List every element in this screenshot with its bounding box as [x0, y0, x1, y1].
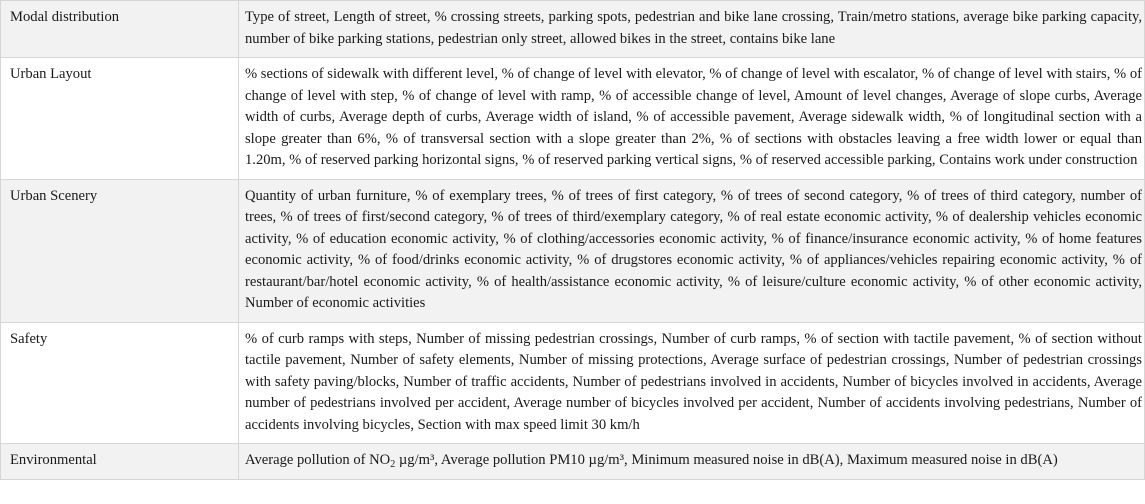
subscript-text: 2	[390, 459, 396, 470]
description-text: µg/m³, Average pollution PM10 µg/m³, Minimum measured noise in dB(A), Maximum measured noise in dB(A)	[395, 452, 1058, 468]
description-cell: Quantity of urban furniture, % of exemplary trees, % of trees of first category, % of trees of second category, % of trees of third category, number of trees, % of trees of first/second category, % of trees of third/exemplary category, % of real estate economic activity, % of dealership vehicles economic activity, % of education economic activity, % of clothing/accessories economic activity, % of finance/insurance economic activity, % of home features economic activity, % of food/drinks economic activity, % of drugstores economic activity, % of appliances/vehicles repairing economic activity, % of restaurant/bar/hotel economic activity, % of health/assistance economic activity, % of leisure/culture economic activity, % of other economic activity, Number of economic activities	[239, 179, 1145, 322]
category-cell: Safety	[1, 322, 239, 444]
table-row-environmental	[1, 444, 1145, 480]
table-row-urban-scenery	[1, 179, 1145, 322]
category-cell: Urban Layout	[1, 58, 239, 180]
description-text: Average pollution of NO	[245, 452, 391, 468]
description-cell	[239, 444, 1145, 480]
category-cell: Modal distribution	[1, 1, 239, 58]
table-row-safety	[1, 322, 1145, 444]
description-cell: Type of street, Length of street, % crossing streets, parking spots, pedestrian and bike lane crossing, Train/metro stations, average bike parking capacity, number of bike parking stations, pedestrian only street, allowed bikes in the street, contains bike lane	[239, 1, 1145, 58]
category-cell: Urban Scenery	[1, 179, 239, 322]
table-row-modal-distribution	[1, 1, 1145, 58]
description-cell: % of curb ramps with steps, Number of missing pedestrian crossings, Number of curb ramps, % of section with tactile pavement, % of section without tactile pavement, Number of safety elements, Number of missing protections, Average surface of pedestrian crossings, Number of pedestrian crossings with safety paving/blocks, Number of traffic accidents, Number of pedestrians involved in accidents, Number of bicycles involved in accidents, Average number of pedestrians involved per accident, Average number of bicycles involved per accident, Number of accidents involving pedestrians, Number of accidents involving bicycles, Section with max speed limit 30 km/h	[239, 322, 1145, 444]
description-cell: % sections of sidewalk with different level, % of change of level with elevator, % of change of level with escalator, % of change of level with stairs, % of change of level with step, % of change of level with ramp, % of accessible change of level, Amount of level changes, Average of slope curbs, Average width of curbs, Average depth of curbs, Average width of island, % of accessible pavement, Average sidewalk width, % of longitudinal section with a slope greater than 6%, % of transversal section with a slope greater than 2%, % of sections with obstacles leaving a free width lower or equal than 1.20m, % of reserved parking horizontal signs, % of reserved parking vertical signs, % of reserved accessible parking, Contains work under construction	[239, 58, 1145, 180]
table-row-urban-layout	[1, 58, 1145, 180]
category-cell: Environmental	[1, 444, 239, 480]
